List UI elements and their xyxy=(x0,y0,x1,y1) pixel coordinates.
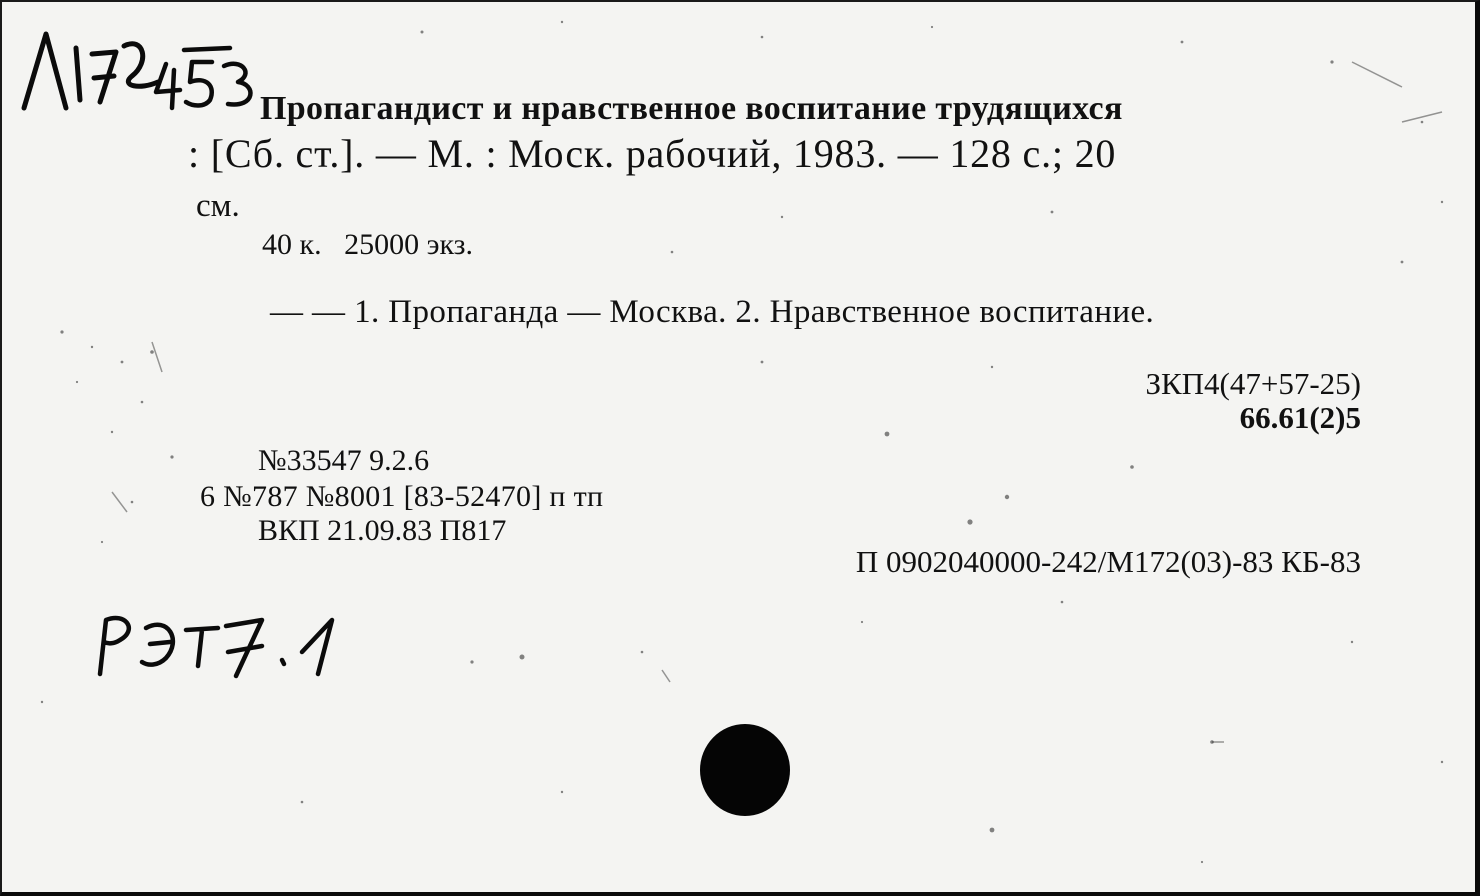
classification-code-2: 66.61(2)5 xyxy=(1239,400,1361,435)
record-vkp-line: ВКП 21.09.83 П817 xyxy=(258,514,507,547)
price-and-print-run: 40 к. 25000 экз. xyxy=(262,228,473,261)
card-title-line-1: Пропагандист и нравственное воспитание трудящихся xyxy=(260,90,1123,127)
subject-headings: — — 1. Пропаганда — Москва. 2. Нравственное воспитание. xyxy=(270,294,1155,330)
handwritten-shelfmark xyxy=(16,12,276,122)
publisher-code: П 0902040000-242/М172(03)-83 КБ-83 xyxy=(855,544,1361,579)
record-number-line: №33547 9.2.6 xyxy=(258,444,430,477)
card-punch-hole xyxy=(700,724,790,816)
card-title-line-2: : [Сб. ст.]. — М. : Моск. рабочий, 1983. — 128 с.; 20 xyxy=(188,131,1117,176)
handwritten-note xyxy=(86,600,376,690)
record-registration-line: 6 №787 №8001 [83-52470] п тп xyxy=(200,480,604,513)
classification-code-1: ЗКП4(47+57-25) xyxy=(1145,366,1361,401)
shelfmark-text xyxy=(16,12,17,13)
card-title-line-3: см. xyxy=(196,188,240,224)
handwritten-note-text xyxy=(86,600,87,601)
